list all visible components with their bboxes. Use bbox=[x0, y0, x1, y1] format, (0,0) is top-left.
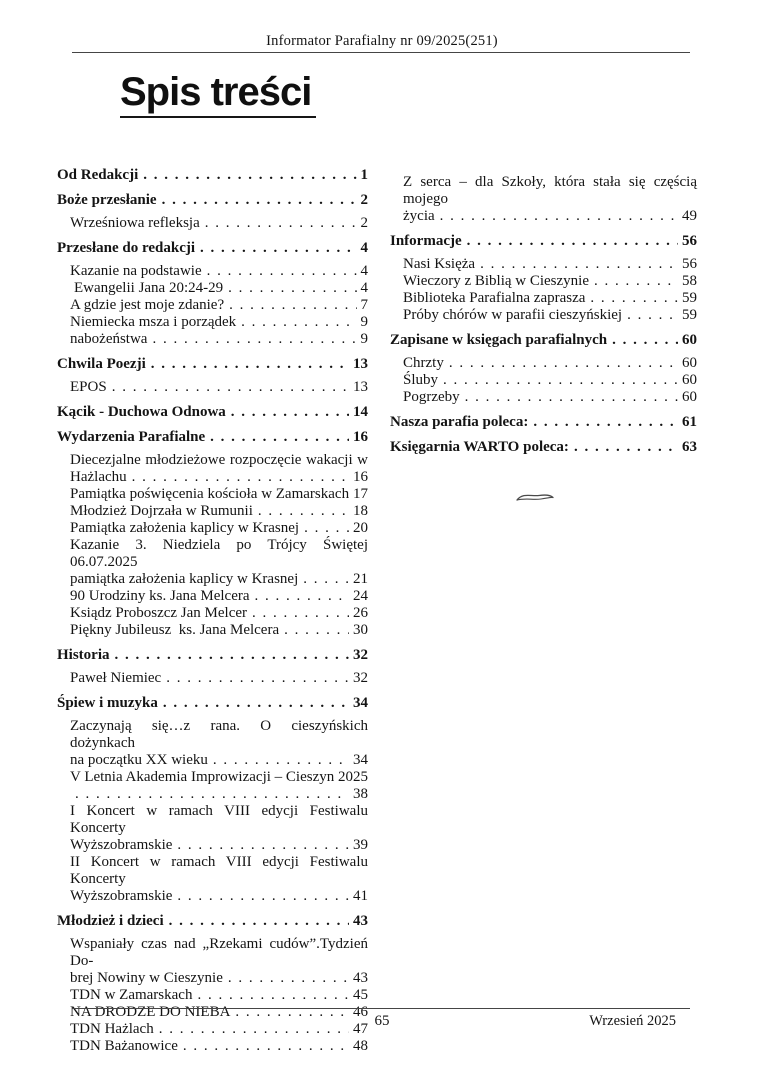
entry-text: na początku XX wieku bbox=[70, 752, 208, 768]
page-number: 56 bbox=[682, 256, 697, 272]
footer-page-number: 65 bbox=[374, 1013, 390, 1029]
page-number: 24 bbox=[353, 588, 368, 604]
toc-section-entry bbox=[57, 239, 368, 257]
entry-text: Wydarzenia Parafialne bbox=[57, 429, 206, 445]
squiggle-ornament-icon bbox=[512, 486, 558, 508]
entry-text: TDN w Zamarskach bbox=[70, 987, 193, 1003]
toc-entry bbox=[57, 987, 368, 1004]
toc-entry bbox=[57, 571, 368, 588]
page-number: 30 bbox=[353, 622, 368, 638]
toc-entry bbox=[57, 452, 368, 469]
toc-left-column bbox=[57, 166, 368, 1055]
entry-text: Śpiew i muzyka bbox=[57, 695, 158, 711]
toc-entry bbox=[57, 331, 368, 348]
page-number: 56 bbox=[682, 233, 697, 249]
toc-entry bbox=[57, 503, 368, 520]
entry-text: 90 Urodziny ks. Jana Melcera bbox=[70, 588, 250, 604]
entry-text: Boże przesłanie bbox=[57, 192, 157, 208]
toc-entry bbox=[57, 752, 368, 769]
dot-leader bbox=[252, 605, 349, 622]
dot-leader bbox=[229, 297, 356, 314]
toc-entry bbox=[57, 588, 368, 605]
page-number: 63 bbox=[682, 439, 697, 455]
toc-entry bbox=[57, 379, 368, 396]
page-number: 4 bbox=[360, 263, 368, 279]
toc-entry bbox=[390, 256, 697, 273]
toc-section-entry bbox=[390, 232, 697, 250]
page-number: 46 bbox=[353, 1004, 368, 1020]
page-number: 59 bbox=[682, 307, 697, 323]
page-number: 9 bbox=[360, 331, 368, 347]
entry-text: Nasza parafia poleca: bbox=[390, 414, 529, 430]
entry-text: V Letnia Akademia Improwizacji – Cieszyn 2025 bbox=[70, 769, 368, 785]
toc-entry bbox=[390, 389, 697, 406]
toc-entry bbox=[390, 290, 697, 307]
dot-leader bbox=[200, 239, 356, 257]
toc-entry bbox=[57, 837, 368, 854]
page-number: 7 bbox=[360, 297, 368, 313]
page-title: Spis treści bbox=[120, 70, 316, 118]
page-number: 2 bbox=[360, 215, 368, 231]
entry-text: Śluby bbox=[403, 372, 439, 388]
entry-text: I Koncert w ramach VIII edycji Festiwalu Koncerty bbox=[70, 803, 368, 836]
dot-leader bbox=[284, 622, 349, 639]
toc-section-entry bbox=[390, 331, 697, 349]
page-number: 32 bbox=[353, 670, 368, 686]
entry-text: Młodzież i dzieci bbox=[57, 913, 164, 929]
entry-text: Wspaniały czas nad „Rzekami cudów”.Tydzień Do- bbox=[70, 936, 368, 969]
toc-right-column bbox=[390, 166, 697, 1055]
page-number: 4 bbox=[360, 240, 368, 256]
toc-section-entry bbox=[57, 694, 368, 712]
entry-text: TDN Bażanowice bbox=[70, 1038, 178, 1054]
entry-text: Wieczory z Biblią w Cieszynie bbox=[403, 273, 589, 289]
dot-leader bbox=[183, 1038, 349, 1055]
dot-leader bbox=[303, 571, 349, 588]
entry-text: NA DRODZE DO NIEBA bbox=[70, 1004, 231, 1020]
page-number: 60 bbox=[682, 332, 697, 348]
page-number: 9 bbox=[360, 314, 368, 330]
entry-text: Ewangelii Jana 20:24-29 bbox=[74, 280, 224, 296]
entry-text: Nasi Księża bbox=[403, 256, 476, 272]
entry-text: A gdzie jest moje zdanie? bbox=[70, 297, 225, 313]
toc-section-entry bbox=[57, 355, 368, 373]
entry-text: EPOS bbox=[70, 379, 107, 395]
page-number: 17 bbox=[353, 486, 368, 502]
dot-leader bbox=[162, 191, 357, 209]
dot-leader bbox=[304, 520, 349, 537]
dot-leader bbox=[197, 987, 349, 1004]
dot-leader bbox=[465, 389, 678, 406]
entry-text: II Koncert w ramach VIII edycji Festiwalu Koncerty bbox=[70, 854, 368, 887]
entry-text: Przesłane do redakcji bbox=[57, 240, 196, 256]
page-number: 60 bbox=[682, 355, 697, 371]
entry-text: Niemiecka msza i porządek bbox=[70, 314, 237, 330]
page-number: 47 bbox=[353, 1021, 368, 1037]
dot-leader bbox=[177, 888, 349, 905]
header-title: Informator Parafialny nr 09/2025(251) bbox=[266, 33, 498, 49]
page-number: 21 bbox=[353, 571, 368, 587]
dot-leader bbox=[440, 208, 678, 225]
toc-entry bbox=[57, 622, 368, 639]
entry-text: Historia bbox=[57, 647, 110, 663]
toc-entry bbox=[57, 297, 368, 314]
toc-entry bbox=[390, 174, 697, 208]
dot-leader bbox=[166, 670, 349, 687]
toc-entry bbox=[57, 263, 368, 280]
toc-entry bbox=[390, 208, 697, 225]
dot-leader bbox=[574, 438, 678, 456]
dot-leader bbox=[612, 331, 678, 349]
entry-text: Wyższobramskie bbox=[70, 888, 173, 904]
entry-text: Biblioteka Parafialna zaprasza bbox=[403, 290, 586, 306]
toc-entry bbox=[390, 307, 697, 324]
toc-entry bbox=[57, 718, 368, 752]
page-number: 32 bbox=[353, 647, 368, 663]
entry-text: Paweł Niemiec bbox=[70, 670, 162, 686]
entry-text: Hażlachu bbox=[70, 469, 127, 485]
toc-entry bbox=[57, 803, 368, 837]
entry-text: Z serca – dla Szkoły, która stała się częścią mojego bbox=[403, 174, 697, 207]
toc-entry bbox=[57, 280, 368, 297]
page-number: 39 bbox=[353, 837, 368, 853]
page-number: 43 bbox=[353, 970, 368, 986]
page-number: 49 bbox=[682, 208, 697, 224]
page-number: 34 bbox=[353, 752, 368, 768]
toc-entry bbox=[57, 970, 368, 987]
entry-text: Kazanie 3. Niedziela po Trójcy Świętej 06.07.2025 bbox=[70, 537, 368, 570]
entry-text: Zapisane w księgach parafialnych bbox=[390, 332, 608, 348]
page-number: 60 bbox=[682, 389, 697, 405]
entry-text: Zaczynają się…z rana. O cieszyńskich dożynkach bbox=[70, 718, 368, 751]
toc-entry bbox=[57, 670, 368, 687]
page-number: 34 bbox=[353, 695, 368, 711]
dot-leader bbox=[594, 273, 678, 290]
footer-issue-date: Wrzesień 2025 bbox=[589, 1013, 676, 1029]
page-number: 20 bbox=[353, 520, 368, 536]
page-number: 48 bbox=[353, 1038, 368, 1054]
page-number: 41 bbox=[353, 888, 368, 904]
dot-leader bbox=[207, 263, 357, 280]
page-number: 2 bbox=[360, 192, 368, 208]
dot-leader bbox=[205, 215, 357, 232]
entry-text: Wrześniowa refleksja bbox=[70, 215, 200, 231]
page-number: 59 bbox=[682, 290, 697, 306]
dot-leader bbox=[627, 307, 678, 324]
entry-text: Od Redakcji bbox=[57, 167, 139, 183]
dot-leader bbox=[163, 694, 349, 712]
page-number: 61 bbox=[682, 414, 697, 430]
page-number: 45 bbox=[353, 987, 368, 1003]
entry-text: nabożeństwa bbox=[70, 331, 148, 347]
dot-leader bbox=[480, 256, 678, 273]
entry-text: Kazanie na podstawie bbox=[70, 263, 202, 279]
toc bbox=[57, 166, 697, 1055]
toc-entry bbox=[57, 486, 368, 503]
toc-entry bbox=[57, 605, 368, 622]
entry-text: Chwila Poezji bbox=[57, 356, 146, 372]
entry-text: Piękny Jubileusz ks. Jana Melcera bbox=[70, 622, 280, 638]
page-number: 58 bbox=[682, 273, 697, 289]
dot-leader bbox=[75, 786, 349, 803]
toc-section-entry bbox=[390, 438, 697, 456]
page-number: 1 bbox=[360, 167, 368, 183]
dot-leader bbox=[177, 837, 349, 854]
dot-leader bbox=[228, 280, 356, 297]
header-rule bbox=[72, 52, 690, 53]
dot-leader bbox=[112, 379, 349, 396]
toc-entry bbox=[57, 888, 368, 905]
toc-section-entry bbox=[57, 646, 368, 664]
page-number: 16 bbox=[353, 429, 368, 445]
entry-text: Informacje bbox=[390, 233, 462, 249]
entry-text: Diecezjalne młodzieżowe rozpoczęcie wakacji w bbox=[70, 452, 368, 468]
toc-entry bbox=[57, 936, 368, 970]
dot-leader bbox=[258, 503, 349, 520]
entry-text: Pogrzeby bbox=[403, 389, 460, 405]
entry-text: Księgarnia WARTO poleca: bbox=[390, 439, 569, 455]
dot-leader bbox=[151, 355, 349, 373]
page-number: 43 bbox=[353, 913, 368, 929]
dot-leader bbox=[228, 970, 349, 987]
toc-entry bbox=[57, 520, 368, 537]
toc-entry bbox=[57, 215, 368, 232]
page-number: 13 bbox=[353, 356, 368, 372]
dot-leader bbox=[449, 355, 678, 372]
dot-leader bbox=[231, 403, 349, 421]
dot-leader bbox=[213, 752, 349, 769]
dot-leader bbox=[132, 469, 349, 486]
dot-leader bbox=[169, 912, 349, 930]
toc-entry bbox=[57, 854, 368, 888]
page-number: 14 bbox=[353, 404, 368, 420]
page-number: 26 bbox=[353, 605, 368, 621]
dot-leader bbox=[255, 588, 349, 605]
dot-leader bbox=[210, 428, 349, 446]
page-number: 4 bbox=[360, 280, 368, 296]
toc-entry bbox=[390, 355, 697, 372]
page-number: 60 bbox=[682, 372, 697, 388]
toc-section-entry bbox=[57, 428, 368, 446]
entry-text: Kącik - Duchowa Odnowa bbox=[57, 404, 226, 420]
entry-text: Próby chórów w parafii cieszyńskiej bbox=[403, 307, 623, 323]
dot-leader bbox=[152, 331, 356, 348]
entry-text: pamiątka założenia kaplicy w Krasnej bbox=[70, 571, 299, 587]
dot-leader bbox=[115, 646, 350, 664]
entry-text: Pamiątka założenia kaplicy w Krasnej bbox=[70, 520, 300, 536]
page-number: 13 bbox=[353, 379, 368, 395]
entry-text: brej Nowiny w Cieszynie bbox=[70, 970, 223, 986]
page-number: 16 bbox=[353, 469, 368, 485]
toc-entry bbox=[57, 769, 368, 786]
toc-entry bbox=[57, 537, 368, 571]
toc-entry bbox=[57, 314, 368, 331]
dot-leader bbox=[533, 413, 678, 431]
entry-text: Wyższobramskie bbox=[70, 837, 173, 853]
toc-entry bbox=[57, 469, 368, 486]
toc-section-entry bbox=[57, 191, 368, 209]
toc-entry bbox=[57, 1038, 368, 1055]
page-number: 38 bbox=[353, 786, 368, 802]
page-number: 18 bbox=[353, 503, 368, 519]
dot-leader bbox=[143, 166, 356, 184]
dot-leader bbox=[443, 372, 678, 389]
toc-section-entry bbox=[390, 413, 697, 431]
entry-text: Chrzty bbox=[403, 355, 444, 371]
entry-text: Pamiątka poświęcenia kościoła w Zamarskach bbox=[70, 486, 350, 502]
toc-section-entry bbox=[57, 403, 368, 421]
entry-text: Ksiądz Proboszcz Jan Melcer bbox=[70, 605, 248, 621]
toc-section-entry bbox=[57, 912, 368, 930]
toc-entry bbox=[390, 273, 697, 290]
dot-leader bbox=[241, 314, 356, 331]
entry-text: życia bbox=[403, 208, 435, 224]
toc-section-entry bbox=[57, 166, 368, 184]
toc-entry bbox=[390, 372, 697, 389]
footer-rule bbox=[72, 1008, 690, 1009]
dot-leader bbox=[590, 290, 678, 307]
entry-text: TDN Hażlach bbox=[70, 1021, 154, 1037]
entry-text: Młodzież Dojrzała w Rumunii bbox=[70, 503, 253, 519]
dot-leader bbox=[467, 232, 678, 250]
toc-entry bbox=[57, 786, 368, 803]
